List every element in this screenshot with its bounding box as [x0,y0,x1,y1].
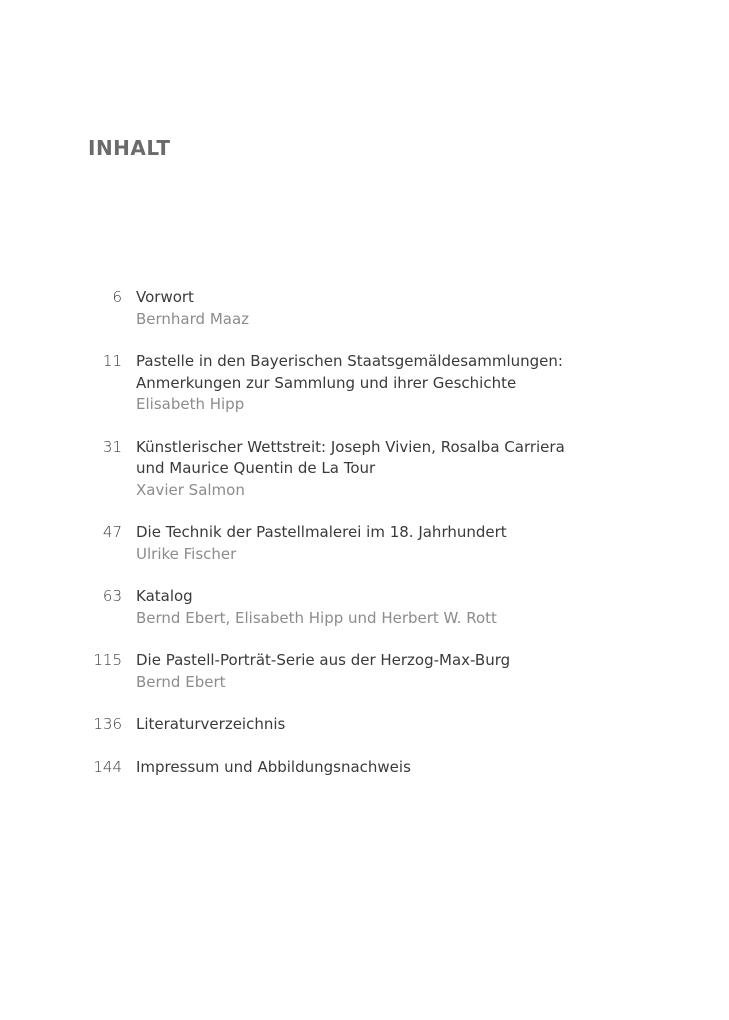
toc-entry [0,714,729,736]
toc-entry-title: Katalog [136,587,193,605]
toc-page-number: 6 [112,288,122,306]
toc-entry-body [136,351,696,416]
toc-entry-body [136,714,696,736]
toc-entry-body [136,757,696,779]
toc-page-number: 47 [102,523,122,541]
toc-entry-author: Elisabeth Hipp [136,395,245,413]
toc-entry-body [136,522,696,565]
toc-entry-body [136,650,696,693]
toc-entry-title: Literaturverzeichnis [136,715,286,733]
toc-entry-title: Künstlerischer Wettstreit: Joseph Vivien, Rosalba Carriera und Maurice Quentin de La Tour [136,437,565,477]
toc-page-number: 115 [93,651,122,669]
toc-entry-title: Die Pastell-Porträt-Serie aus der Herzog-Max-Burg [136,651,511,669]
toc-entry [0,437,729,502]
toc-entry-title: Pastelle in den Bayerischen Staatsgemäldesammlungen: Anmerkungen zur Sammlung und ihrer Geschichte [136,352,563,392]
toc-entry [0,287,729,330]
toc-page-number: 31 [102,437,122,456]
toc-entry-title: Vorwort [136,288,194,306]
toc-entry-author: Bernd Ebert [136,672,226,691]
table-of-contents [0,287,729,799]
toc-entry-author: Ulrike Fischer [136,544,237,563]
toc-entry-title: Impressum und Abbildungsnachweis [136,757,411,776]
toc-page-number: 144 [93,757,122,776]
toc-entry-author: Xavier Salmon [136,480,245,499]
toc-entry-title: Die Technik der Pastellmalerei im 18. Jahrhundert [136,523,507,541]
toc-entry [0,586,729,629]
toc-entry-author: Bernd Ebert, Elisabeth Hipp und Herbert W. Rott [136,608,497,627]
toc-entry [0,650,729,693]
toc-entry-body [136,586,696,629]
toc-entry-body [136,287,696,330]
toc-page-number: 136 [93,715,122,733]
toc-page-number: 11 [102,352,122,370]
toc-entry [0,351,729,416]
toc-entry-author: Bernhard Maaz [136,309,250,328]
toc-page-number: 63 [102,587,122,605]
toc-entry [0,522,729,565]
toc-entry [0,757,729,779]
toc-entry-body [136,437,696,502]
page-title: INHALT [88,136,171,160]
